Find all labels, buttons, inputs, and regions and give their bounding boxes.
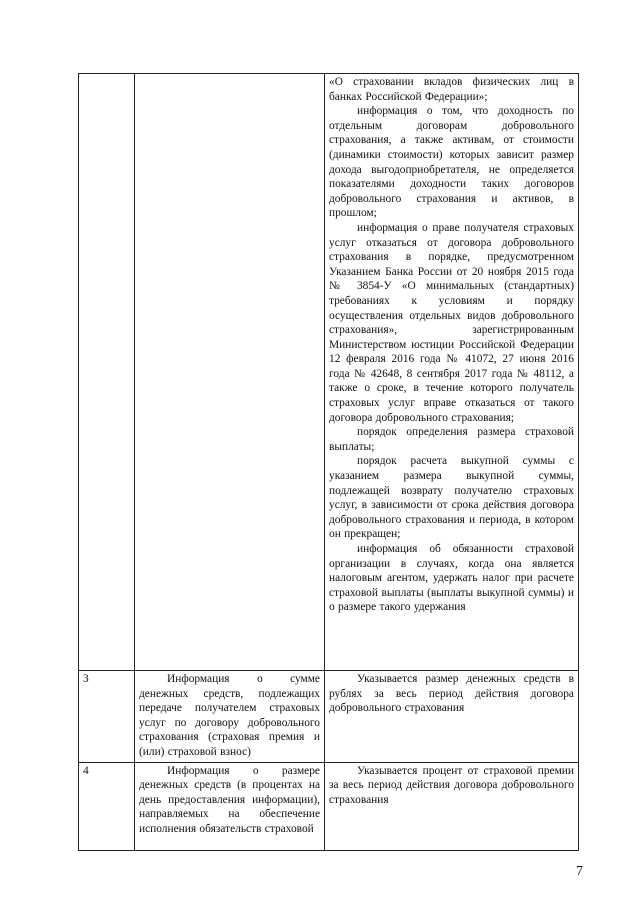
table-row xyxy=(79,74,579,671)
row-name xyxy=(135,671,325,763)
row-name-text: Информация о сумме денежных средств, подлежащих передаче получателем страховых услуг по договору добровольного страхования (страховая премия и (или) страховой взнос) xyxy=(139,673,320,758)
table-row xyxy=(79,762,579,850)
content-paragraph: информация о том, что доходность по отдельным договорам добровольного страхования, а также активам, от стоимости (динамики стоимости) которых зависит размер дохода выгодоприобретателя, не определяется показателями доходности таких договоров добровольного страхования и активов, в прошлом; xyxy=(329,105,574,220)
row-content xyxy=(325,671,579,763)
row-content xyxy=(325,74,579,671)
row-content-text: Указывается размер денежных средств в рублях за весь период действия договора добровольного страхования xyxy=(329,673,574,715)
row-content xyxy=(325,762,579,850)
row-content-text: Указывается процент от страховой премии за весь период действия договора добровольного страхования xyxy=(329,764,574,806)
document-table xyxy=(78,73,579,851)
row-number: 4 xyxy=(79,762,135,850)
content-paragraph: «О страховании вкладов физических лиц в банках Российской Федерации»; xyxy=(329,76,574,103)
page-number: 7 xyxy=(576,864,583,879)
row-number: 3 xyxy=(79,671,135,763)
content-paragraph: информация об обязанности страховой организации в случаях, когда она является налоговым агентом, удержать налог при расчете страховой выплаты (выплаты выкупной суммы) и о размере такого удержания xyxy=(329,543,574,614)
row-name xyxy=(135,762,325,850)
content-paragraph: порядок определения размера страховой выплаты; xyxy=(329,426,574,453)
table-row xyxy=(79,671,579,763)
row-number xyxy=(79,74,135,671)
row-name-text: Информация о размере денежных средств (в процентах на день предоставления информации), направляемых на обеспечение исполнения обязательств страховой xyxy=(139,764,320,835)
row-name xyxy=(135,74,325,671)
content-paragraph: информация о праве получателя страховых услуг отказаться от договора добровольного страхования в порядке, предусмотренном Указанием Банка России от 20 ноября 2015 года № 3854-У «О минимальных (стандартных) требованиях к условиям и порядку осуществления отдельных видов добровольного страхования», зарегистрированным Министерством юстиции Российской Федерации 12 февраля 2016 года № 41072, 27 июня 2016 года № 42648, 8 сентября 2017 года № 48112, а также о сроке, в течение которого получатель страховых услуг вправе отказаться от такого договора добровольного страхования; xyxy=(329,221,574,424)
content-paragraph: порядок расчета выкупной суммы с указанием размера выкупной суммы, подлежащей возврату получателю страховых услуг, в зависимости от срока действия договора добровольного страхования и периода, в котором он прекращен; xyxy=(329,455,574,541)
